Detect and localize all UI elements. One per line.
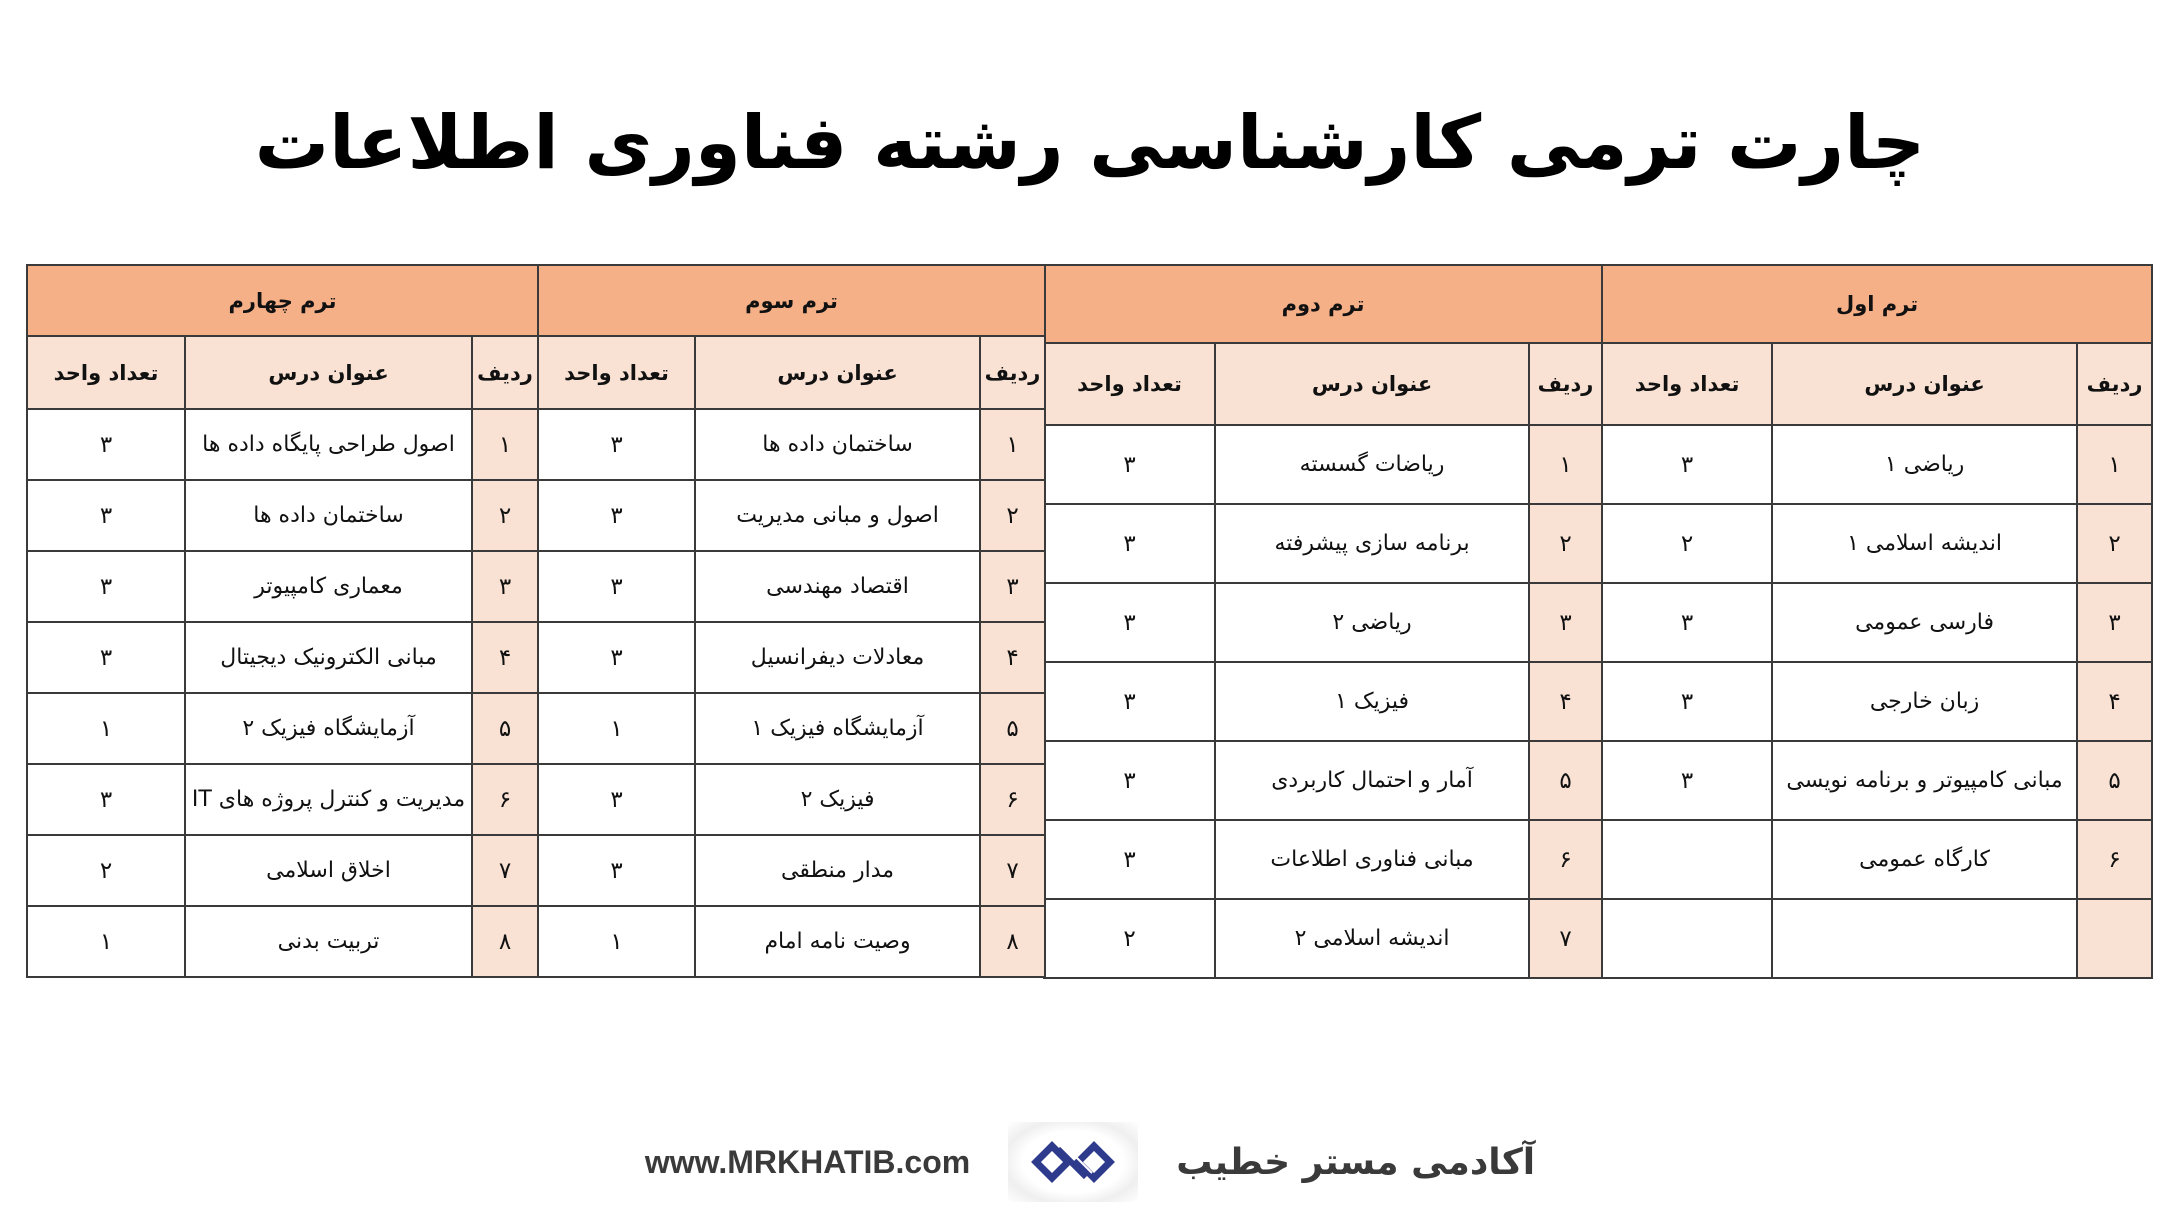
course-title: اصول و مبانی مدیریت: [695, 480, 980, 551]
row-number: ۴: [2077, 662, 2152, 741]
column-header-course-title: عنوان درس: [1772, 343, 2077, 425]
course-title: آزمایشگاه فیزیک ۱: [695, 693, 980, 764]
row-number: ۲: [1529, 504, 1602, 583]
row-number: ۵: [980, 693, 1045, 764]
column-header-course-title: عنوان درس: [695, 336, 980, 409]
course-units: ۳: [27, 409, 185, 480]
table-row: [27, 622, 1045, 693]
course-title: ریاضی ۲: [1215, 583, 1529, 662]
table-row: [1044, 899, 2152, 978]
table-row: [1044, 425, 2152, 504]
column-header-course-title: عنوان درس: [185, 336, 472, 409]
course-units: ۲: [1602, 504, 1772, 583]
row-number: ۶: [2077, 820, 2152, 899]
row-number: [2077, 899, 2152, 978]
course-title: برنامه سازی پیشرفته: [1215, 504, 1529, 583]
column-header-radif: ردیف: [472, 336, 538, 409]
term-3-header: ترم سوم: [538, 265, 1045, 336]
row-number: ۴: [1529, 662, 1602, 741]
table-row: [1044, 741, 2152, 820]
course-units: [1602, 820, 1772, 899]
column-header-units: تعداد واحد: [538, 336, 695, 409]
course-units: ۳: [538, 480, 695, 551]
website-link[interactable]: www.MRKHATIB.com: [644, 1143, 971, 1180]
course-units: ۳: [1044, 504, 1215, 583]
course-title: کارگاه عمومی: [1772, 820, 2077, 899]
row-number: ۶: [1529, 820, 1602, 899]
footer: [0, 1122, 2180, 1202]
term-1-header: ترم اول: [1602, 265, 2152, 343]
course-title: [1772, 899, 2077, 978]
row-number: ۶: [980, 764, 1045, 835]
term-2-header: ترم دوم: [1044, 265, 1602, 343]
course-units: ۳: [538, 764, 695, 835]
course-units: ۳: [27, 622, 185, 693]
terms-1-2-table: [1043, 264, 2153, 979]
table-row: [1044, 504, 2152, 583]
course-title: ساختمان داده ها: [185, 480, 472, 551]
course-title: فارسی عمومی: [1772, 583, 2077, 662]
term-4-header: ترم چهارم: [27, 265, 538, 336]
table-row: [27, 693, 1045, 764]
table-row: [1044, 820, 2152, 899]
course-title: تربیت بدنی: [185, 906, 472, 977]
course-title: زبان خارجی: [1772, 662, 2077, 741]
course-title: مدار منطقی: [695, 835, 980, 906]
course-units: ۳: [1602, 425, 1772, 504]
row-number: ۳: [2077, 583, 2152, 662]
course-title: وصیت نامه امام: [695, 906, 980, 977]
course-units: ۳: [27, 480, 185, 551]
row-number: ۶: [472, 764, 538, 835]
row-number: ۷: [1529, 899, 1602, 978]
column-header-units: تعداد واحد: [27, 336, 185, 409]
mrkhatib-logo-icon: [1008, 1122, 1138, 1202]
row-number: ۱: [980, 409, 1045, 480]
row-number: ۷: [980, 835, 1045, 906]
course-title: مبانی کامپیوتر و برنامه نویسی: [1772, 741, 2077, 820]
column-header-radif: ردیف: [1529, 343, 1602, 425]
course-title: ریاضی ۱: [1772, 425, 2077, 504]
course-units: ۱: [27, 693, 185, 764]
course-title: فیزیک ۱: [1215, 662, 1529, 741]
course-units: ۳: [538, 622, 695, 693]
row-number: ۳: [472, 551, 538, 622]
course-units: ۱: [27, 906, 185, 977]
table-row: [27, 835, 1045, 906]
row-number: ۲: [2077, 504, 2152, 583]
course-units: ۳: [27, 551, 185, 622]
course-title: ساختمان داده ها: [695, 409, 980, 480]
course-title: معادلات دیفرانسیل: [695, 622, 980, 693]
course-units: ۲: [27, 835, 185, 906]
row-number: ۱: [1529, 425, 1602, 504]
course-title: مدیریت و کنترل پروژه های IT: [185, 764, 472, 835]
course-units: ۳: [1044, 662, 1215, 741]
column-header-course-title: عنوان درس: [1215, 343, 1529, 425]
column-header-units: تعداد واحد: [1044, 343, 1215, 425]
course-title: اصول طراحی پایگاه داده ها: [185, 409, 472, 480]
course-units: ۳: [1044, 820, 1215, 899]
row-number: ۳: [1529, 583, 1602, 662]
course-title: مبانی فناوری اطلاعات: [1215, 820, 1529, 899]
column-header-units: تعداد واحد: [1602, 343, 1772, 425]
course-title: اقتصاد مهندسی: [695, 551, 980, 622]
row-number: ۳: [980, 551, 1045, 622]
row-number: ۲: [980, 480, 1045, 551]
row-number: ۴: [472, 622, 538, 693]
brand-name: آکادمی مستر خطیب: [1176, 1141, 1536, 1183]
course-units: ۳: [1044, 741, 1215, 820]
course-title: آزمایشگاه فیزیک ۲: [185, 693, 472, 764]
table-row: [1044, 662, 2152, 741]
course-units: ۳: [1044, 583, 1215, 662]
row-number: ۵: [2077, 741, 2152, 820]
course-title: اخلاق اسلامی: [185, 835, 472, 906]
row-number: ۴: [980, 622, 1045, 693]
row-number: ۱: [472, 409, 538, 480]
course-units: ۳: [538, 409, 695, 480]
terms-3-4-table: [26, 264, 1046, 978]
course-title: مبانی الکترونیک دیجیتال: [185, 622, 472, 693]
page-title: چارت ترمی کارشناسی رشته فناوری اطلاعات: [254, 100, 1926, 186]
course-units: ۱: [538, 693, 695, 764]
course-title: اندیشه اسلامی ۲: [1215, 899, 1529, 978]
row-number: ۱: [2077, 425, 2152, 504]
course-units: ۳: [1044, 425, 1215, 504]
course-units: ۳: [1602, 583, 1772, 662]
course-title: فیزیک ۲: [695, 764, 980, 835]
course-title: اندیشه اسلامی ۱: [1772, 504, 2077, 583]
row-number: ۷: [472, 835, 538, 906]
table-row: [27, 409, 1045, 480]
table-row: [27, 480, 1045, 551]
course-title: آمار و احتمال کاربردی: [1215, 741, 1529, 820]
course-units: ۳: [27, 764, 185, 835]
course-units: ۳: [1602, 741, 1772, 820]
row-number: ۵: [472, 693, 538, 764]
column-header-radif: ردیف: [2077, 343, 2152, 425]
row-number: ۲: [472, 480, 538, 551]
table-row: [27, 906, 1045, 977]
course-units: [1602, 899, 1772, 978]
table-row: [1044, 583, 2152, 662]
course-units: ۲: [1044, 899, 1215, 978]
course-title: معماری کامپیوتر: [185, 551, 472, 622]
row-number: ۵: [1529, 741, 1602, 820]
row-number: ۸: [472, 906, 538, 977]
course-units: ۳: [538, 835, 695, 906]
column-header-radif: ردیف: [980, 336, 1045, 409]
course-units: ۱: [538, 906, 695, 977]
course-title: ریاضات گسسته: [1215, 425, 1529, 504]
table-row: [27, 764, 1045, 835]
row-number: ۸: [980, 906, 1045, 977]
course-units: ۳: [538, 551, 695, 622]
table-row: [27, 551, 1045, 622]
course-units: ۳: [1602, 662, 1772, 741]
